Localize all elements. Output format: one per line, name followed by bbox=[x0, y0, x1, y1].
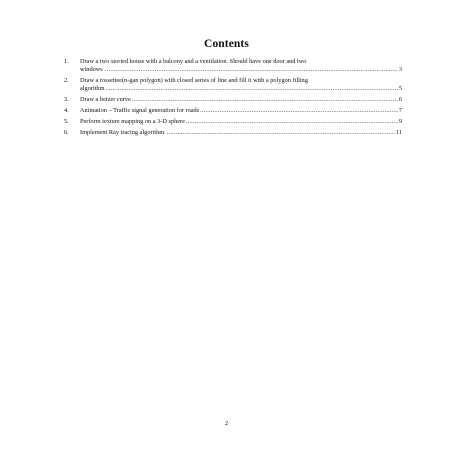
toc-entry-1 bbox=[64, 58, 402, 74]
toc-page-number: 6 bbox=[398, 96, 402, 103]
toc-entry-text: Perform texture mapping on a 3-D sphere bbox=[80, 118, 185, 125]
toc-entry-5 bbox=[64, 118, 402, 126]
toc-entry-number: 5. bbox=[64, 118, 69, 125]
toc-entry-number: 1. bbox=[64, 58, 69, 65]
toc-entry-text: algorithm bbox=[80, 85, 105, 92]
table-of-contents bbox=[64, 58, 402, 140]
toc-entry-first-line: Draw a rossettee(n-gan polygon) with closed series of line and fill it with a polygon filling bbox=[80, 77, 308, 84]
toc-dot-leader bbox=[200, 107, 398, 115]
toc-entry-last-line bbox=[80, 118, 402, 126]
toc-entry-last-line bbox=[80, 129, 402, 137]
toc-entry-last-line bbox=[80, 107, 402, 115]
toc-entry-4 bbox=[64, 107, 402, 115]
toc-entry-text: Draw a beizer curve bbox=[80, 96, 131, 103]
toc-entry-first-line: Draw a two storied house with a balcony and a ventilation. Should have one door and two bbox=[80, 58, 307, 65]
page-title: Contents bbox=[204, 38, 249, 50]
toc-entry-text: Implement Ray tracing algorithm. bbox=[80, 129, 166, 136]
toc-dot-leader bbox=[105, 85, 397, 93]
toc-dot-leader bbox=[107, 66, 398, 74]
page-number: 2 bbox=[224, 420, 229, 427]
toc-entry-2 bbox=[64, 77, 402, 93]
toc-entry-number: 3. bbox=[64, 96, 69, 103]
toc-entry-last-line bbox=[80, 85, 402, 93]
toc-entry-text: Animation – Traffic signal generation for roads bbox=[80, 107, 200, 114]
toc-page-number: 3 bbox=[398, 66, 402, 73]
toc-entry-number: 2. bbox=[64, 77, 69, 84]
toc-dot-leader bbox=[132, 96, 398, 104]
toc-entry-text: windows . bbox=[80, 66, 106, 73]
toc-page-number: 11 bbox=[395, 129, 402, 136]
toc-page-number: 9 bbox=[398, 118, 402, 125]
toc-page-number: 5 bbox=[398, 85, 402, 92]
toc-dot-leader bbox=[167, 129, 395, 137]
toc-dot-leader bbox=[186, 118, 398, 126]
toc-page-number: 7 bbox=[398, 107, 402, 114]
toc-entry-6 bbox=[64, 129, 402, 137]
toc-entry-number: 4. bbox=[64, 107, 69, 114]
toc-entry-3 bbox=[64, 96, 402, 104]
toc-entry-last-line bbox=[80, 96, 402, 104]
toc-entry-number: 6. bbox=[64, 129, 69, 136]
toc-entry-last-line bbox=[80, 66, 402, 74]
